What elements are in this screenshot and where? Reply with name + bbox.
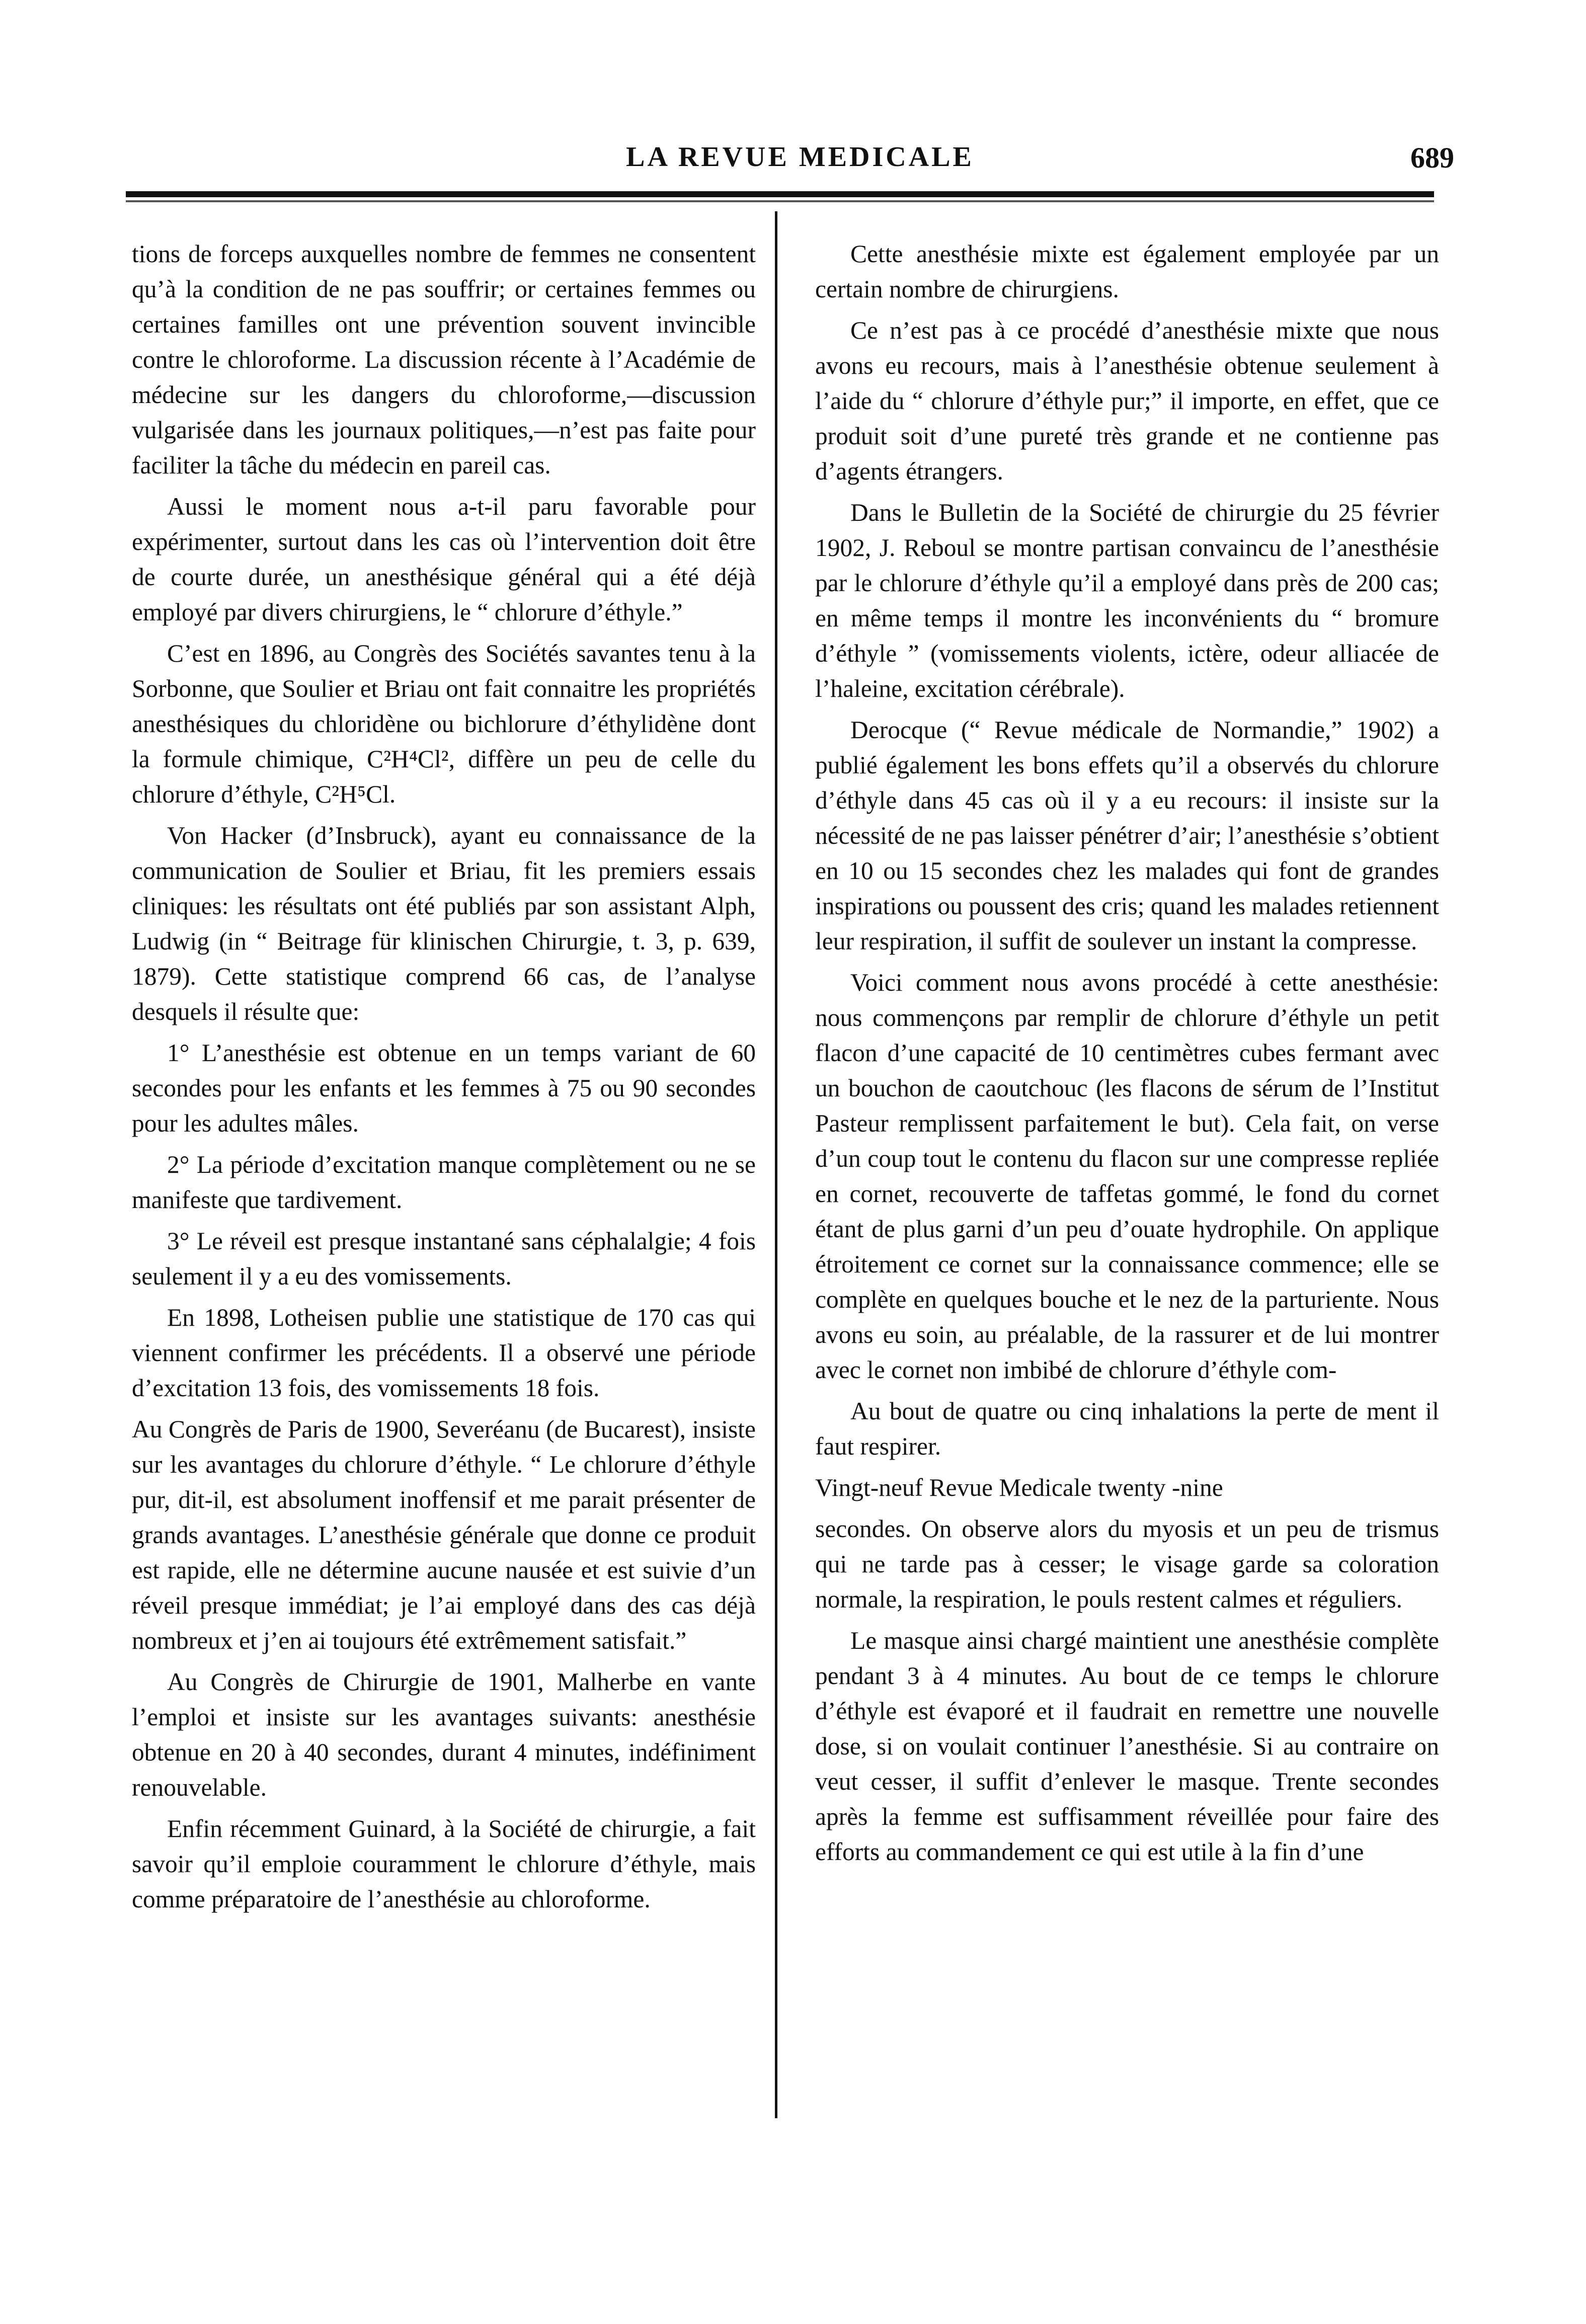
paragraph: 2° La période d’excitation manque complètement ou ne se manifeste que tardivement. xyxy=(132,1151,756,1214)
paragraph: Voici comment nous avons procédé à cette anesthésie: nous commençons par remplir de chlorure d’éthyle un petit flacon d’une capacité de 10 centimètres cubes fermant avec un bouchon de caoutchouc (les flacons de sérum de l’Institut Pasteur remplissent parfaitement le but). Cela fait, on verse d’un coup tout le contenu du flacon sur une compresse repliée en cornet, recouverte de taffetas gommé, le fond du cornet étant de plus garni d’un peu d’ouate hydrophile. On applique étroitement ce cornet sur la connaissance commence; elle se complète en quelques bouche et le nez de la parturiente. Nous avons eu soin, au préalable, de la rassurer et de lui montrer avec le cornet non imbibé de chlorure d’éthyle com- xyxy=(815,969,1439,1384)
paragraph: Dans le Bulletin de la Société de chirurgie du 25 février 1902, J. Reboul se montre partisan convaincu de l’anesthésie par le chlorure d’éthyle qu’il a employé dans près de 200 cas; en même temps il montre les inconvénients du “ bromure d’éthyle ” (vomissements violents, ictère, odeur alliacée de l’haleine, excitation cérébrale). xyxy=(815,499,1439,702)
paragraph: Ce n’est pas à ce procédé d’anesthésie mixte que nous avons eu recours, mais à l’anesthésie obtenue seulement à l’aide du “ chlorure d’éthyle pur;” il importe, en effet, que ce produit soit d’une pureté très grande et ne contienne pas d’agents étrangers. xyxy=(815,316,1439,485)
left-column xyxy=(132,236,756,1923)
right-column xyxy=(815,236,1439,1876)
page-number: 689 xyxy=(1410,141,1454,174)
paragraph: Le masque ainsi chargé maintient une anesthésie complète pendant 3 à 4 minutes. Au bout de ce temps le chlorure d’éthyle est évaporé et il faudrait en remettre une nouvelle dose, si on voulait continuer l’anesthésie. Si au contraire on veut cesser, il suffit d’enlever le masque. Trente secondes après la femme est suffisamment réveillée pour faire des efforts au commandement ce qui est utile à la fin d’une xyxy=(815,1627,1439,1866)
paragraph: 1° L’anesthésie est obtenue en un temps variant de 60 secondes pour les enfants et les femmes à 75 ou 90 secondes pour les adultes mâles. xyxy=(132,1039,756,1137)
column-divider xyxy=(775,211,777,2118)
paragraph: En 1898, Lotheisen publie une statistique de 170 cas qui viennent confirmer les précédents. Il a observé une période d’excitation 13 fois, des vomissements 18 fois. xyxy=(132,1304,756,1402)
paragraph: C’est en 1896, au Congrès des Sociétés savantes tenu à la Sorbonne, que Soulier et Briau ont fait connaitre les propriétés anesthésiques du chloridène ou bichlorure d’éthylidène dont la formule chimique, C²H⁴Cl², diffère un peu de celle du chlorure d’éthyle, C²H⁵Cl. xyxy=(132,639,756,808)
paragraph: secondes. On observe alors du myosis et un peu de trismus qui ne tarde pas à cesser; le visage garde sa coloration normale, la respiration, le pouls restent calmes et réguliers. xyxy=(815,1515,1439,1613)
paragraph: Au bout de quatre ou cinq inhalations la perte de ment il faut respirer. xyxy=(815,1397,1439,1460)
paragraph: Au Congrès de Paris de 1900, Severéanu (de Bucarest), insiste sur les avantages du chlorure d’éthyle. “ Le chlorure d’éthyle pur, dit-il, est absolument inoffensif et me parait présenter de grands avantages. L’anesthésie générale que donne ce produit est rapide, elle ne détermine aucune nausée et est suivie d’un réveil presque immédiat; je l’ai employé dans des cas déjà nombreux et j’en ai toujours été extrêmement satisfait.” xyxy=(132,1415,756,1654)
paragraph: Au Congrès de Chirurgie de 1901, Malherbe en vante l’emploi et insiste sur les avantages suivants: anesthésie obtenue en 20 à 40 secondes, durant 4 minutes, indéfiniment renouvelable. xyxy=(132,1668,756,1801)
paragraph: Aussi le moment nous a-t-il paru favorable pour expérimenter, surtout dans les cas où l’intervention doit être de courte durée, un anesthésique général qui a été déjà employé par divers chirurgiens, le “ chlorure d’éthyle.” xyxy=(132,493,756,626)
inserted-line: Vingt-neuf Revue Medicale twenty -nine xyxy=(815,1474,1223,1501)
journal-title: LA REVUE MEDICALE xyxy=(626,141,974,173)
header-rule xyxy=(126,191,1434,197)
header-rule-thin xyxy=(126,200,1434,202)
paragraph: tions de forceps auxquelles nombre de femmes ne consentent qu’à la condition de ne pas souffrir; or certaines femmes ou certaines familles ont une prévention souvent invincible contre le chloroforme. La discussion récente à l’Académie de médecine sur les dangers du chloroforme,—discussion vulgarisée dans les journaux politiques,—n’est pas faite pour faciliter la tâche du médecin en pareil cas. xyxy=(132,240,756,479)
paragraph: Enfin récemment Guinard, à la Société de chirurgie, a fait savoir qu’il emploie couramment le chlorure d’éthyle, mais comme préparatoire de l’anesthésie au chloroforme. xyxy=(132,1815,756,1913)
paragraph: Von Hacker (d’Insbruck), ayant eu connaissance de la communication de Soulier et Briau, fit les premiers essais cliniques: les résultats ont été publiés par son assistant Alph, Ludwig (in “ Beitrage für klinischen Chirurgie, t. 3, p. 639, 1879). Cette statistique comprend 66 cas, de l’analyse desquels il résulte que: xyxy=(132,822,756,1025)
paragraph: Derocque (“ Revue médicale de Normandie,” 1902) a publié également les bons effets qu’il a observés du chlorure d’éthyle dans 45 cas où il y a eu recours: il insiste sur la nécessité de ne pas laisser pénétrer d’air; l’anesthésie s’obtient en 10 ou 15 secondes chez les malades qui font de grandes inspirations ou poussent des cris; quand les malades retiennent leur respiration, il suffit de soulever un instant la compresse. xyxy=(815,716,1439,955)
paragraph: Cette anesthésie mixte est également employée par un certain nombre de chirurgiens. xyxy=(815,240,1439,303)
paragraph: 3° Le réveil est presque instantané sans céphalalgie; 4 fois seulement il y a eu des vomissements. xyxy=(132,1227,756,1290)
